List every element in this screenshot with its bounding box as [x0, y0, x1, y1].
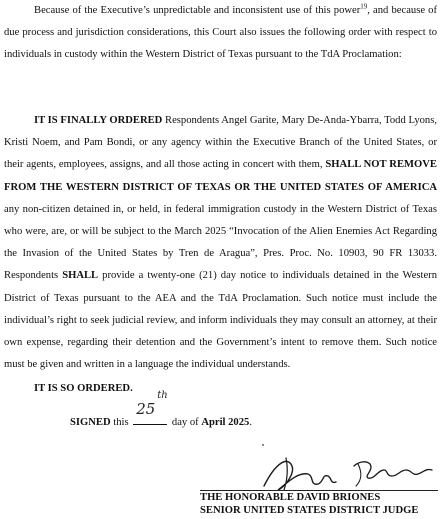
- handwritten-day: 25: [136, 400, 156, 418]
- so-ordered-line: IT IS SO ORDERED.: [34, 383, 133, 394]
- paragraph-order: [4, 110, 437, 376]
- handwritten-day-suffix: th: [157, 390, 168, 401]
- shall-clause: SHALL: [62, 270, 99, 282]
- paragraph1-text-before-footnote: Because of the Executive’s unpredictable and inconsistent use of this power: [34, 5, 361, 16]
- signed-this: this: [113, 417, 129, 428]
- signed-line: [70, 390, 252, 428]
- shall-not-remove-clause: SHALL NOT REMOVE FROM THE WESTERN DISTRICT OF TEXAS OR THE UNITED STATES OF AMERICA: [4, 159, 437, 193]
- footnote-marker: 19: [360, 2, 368, 11]
- respondents-text: Respondents Angel Garite, Mary De-Anda-Ybarra, Todd Lyons, Kristi Noem, and Pam Bondi, or any agency within the Executive Branch of the United States, or their agents, employees, assigns, and all those acting in concert with them,: [4, 115, 437, 171]
- judge-name: THE HONORABLE DAVID BRIONES: [200, 492, 381, 503]
- judge-signature: [258, 452, 438, 492]
- detained-text: any non-citizen detained in, or held, in federal immigration custody in the Western District of Texas who were, are, or will be subject to the March 2025 “Invocation of the Alien Enemies Act Regarding the Invasion of the United States by Tren de Aragua”, Pres. Proc. No. 10903, 90 FR 13033. Respondents: [4, 203, 437, 282]
- judge-title: SENIOR UNITED STATES DISTRICT JUDGE: [200, 505, 419, 516]
- scan-speck: [262, 444, 264, 446]
- signed-period: .: [249, 417, 252, 428]
- signed-label: SIGNED: [70, 417, 111, 428]
- paragraph1-text-after-footnote: , and because of due process and jurisdiction considerations, this Court also issues the following order with respect to individuals in custody within the Western District of Texas pursuant to the TdA Proclamation:: [4, 5, 437, 61]
- signed-month-year: April 2025: [201, 417, 250, 428]
- paragraph-jurisdiction: [4, 0, 437, 67]
- day-blank: [133, 390, 168, 425]
- signed-day-of: day of: [171, 417, 199, 428]
- order-lead: IT IS FINALLY ORDERED: [34, 115, 163, 126]
- notice-text: provide a twenty-one (21) day notice to individuals detained in the Western District of Texas pursuant to the AEA and the TdA Proclamation. Such notice must include the individual’s right to seek judicial review, and inform individuals they may consult an attorney, at their own expense, regarding their detention and the Government’s intent to remove them. Such notice must be given and written in a language the individual understands.: [4, 270, 437, 371]
